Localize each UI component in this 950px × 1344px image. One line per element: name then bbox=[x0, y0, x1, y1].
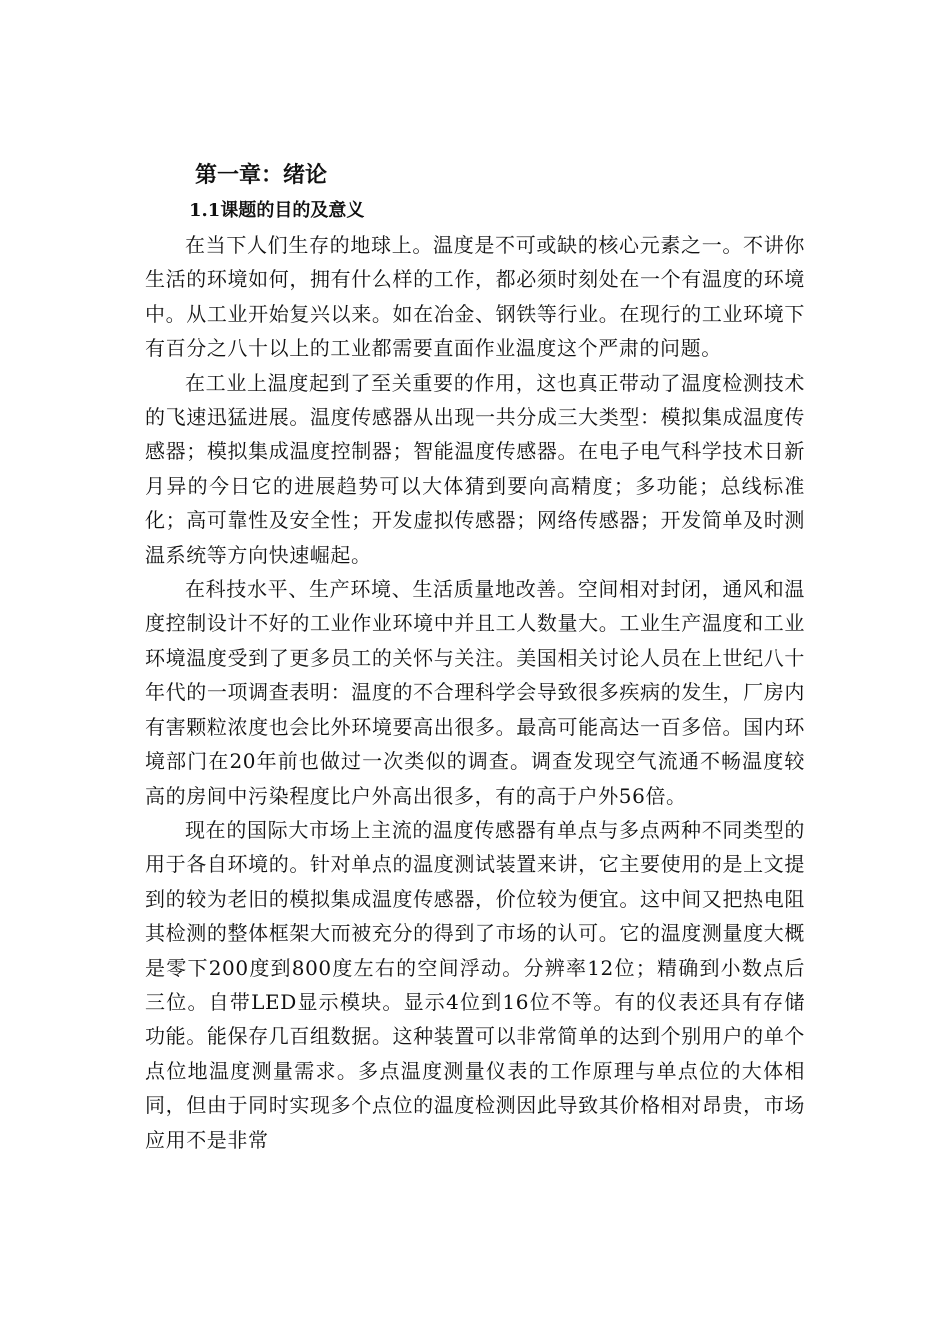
paragraph-3: 在科技水平、生产环境、生活质量地改善。空间相对封闭，通风和温度控制设计不好的工业作业环境中并且工人数量大。工业生产温度和工业环境温度受到了更多员工的关怀与关注。美国相关讨论人员在上世纪八十年代的一项调查表明：温度的不合理科学会导致很多疾病的发生，厂房内有害颗粒浓度也会比外环境要高出很多。最高可能高达一百多倍。国内环境部门在20年前也做过一次类似的调查。调查发现空气流通不畅温度较高的房间中污染程度比户外高出很多，有的高于户外56倍。 bbox=[145, 577, 805, 808]
section-heading: 1.1课题的目的及意义 bbox=[189, 200, 365, 221]
paragraph-4: 现在的国际大市场上主流的温度传感器有单点与多点两种不同类型的用于各自环境的。针对单点的温度测试装置来讲，它主要使用的是上文提到的较为老旧的模拟集成温度传感器，价位较为便宜。这中间又把热电阻其检测的整体框架大而被充分的得到了市场的认可。它的温度测量度大概是零下200度到800度左右的空间浮动。分辨率12位；精确到小数点后三位。自带LED显示模块。显示4位到16位不等。有的仪表还具有存储功能。能保存几百组数据。这种装置可以非常简单的达到个别用户的单个点位地温度测量需求。多点温度测量仪表的工作原理与单点位的大体相同，但由于同时实现多个点位的温度检测因此导致其价格相对昂贵，市场应用不是非常 bbox=[145, 817, 805, 1152]
paragraph-2: 在工业上温度起到了至关重要的作用，这也真正带动了温度检测技术的飞速迅猛进展。温度传感器从出现一共分成三大类型：模拟集成温度传感器；模拟集成温度控制器；智能温度传感器。在电子电气科学技术日新月异的今日它的进展趋势可以大体猜到要向高精度；多功能；总线标准化；高可靠性及安全性；开发虚拟传感器；网络传感器；开发简单及时测温系统等方向快速崛起。 bbox=[145, 370, 805, 567]
paragraph-1: 在当下人们生存的地球上。温度是不可或缺的核心元素之一。不讲你生活的环境如何，拥有什么样的工作，都必须时刻处在一个有温度的环境中。从工业开始复兴以来。如在冶金、钢铁等行业。在现行的工业环境下有百分之八十以上的工业都需要直面作业温度这个严肃的问题。 bbox=[145, 233, 805, 361]
document-page bbox=[145, 158, 805, 1157]
chapter-title: 第一章：绪论 bbox=[195, 163, 328, 188]
